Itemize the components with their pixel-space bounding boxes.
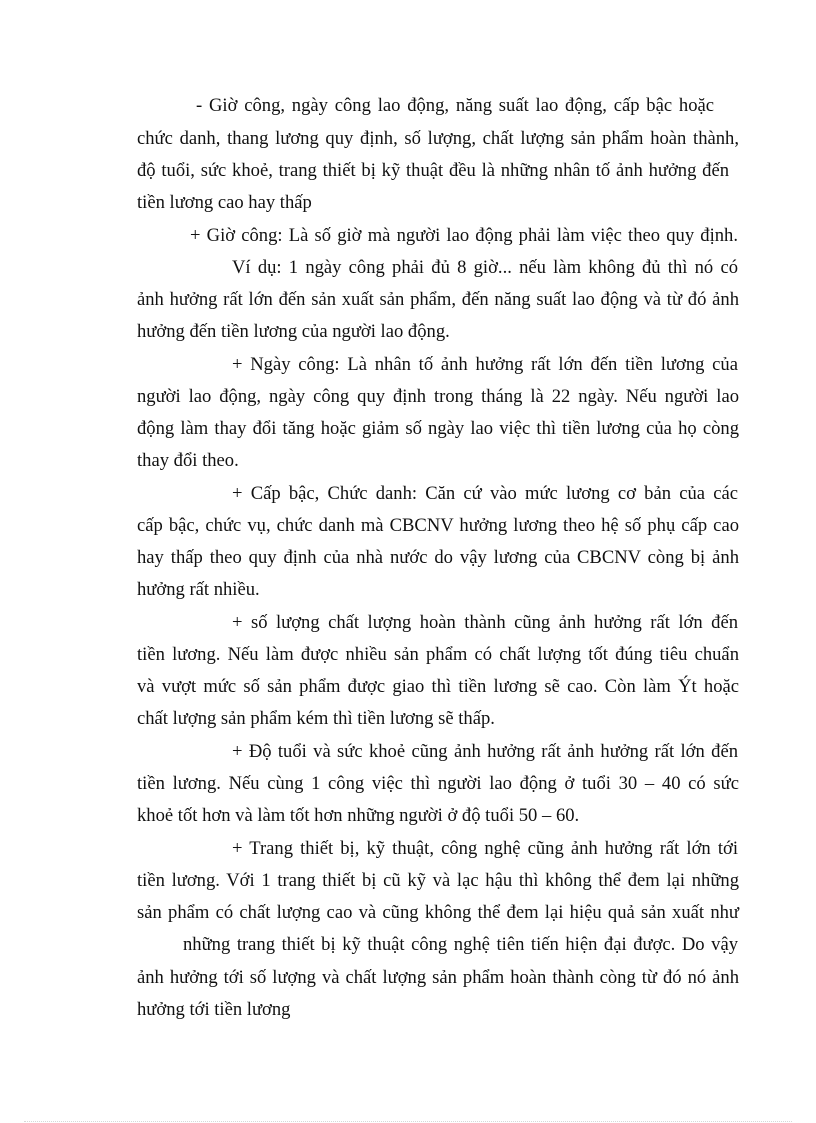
text-line: những trang thiết bị kỹ thuật công nghệ tiên tiến hiện đại được. Do vậy — [183, 934, 738, 955]
text-line: chất lượng sản phẩm kém thì tiền lương sẽ thấp. — [137, 708, 495, 729]
text-line: tiền lương cao hay thấp — [137, 192, 312, 213]
text-line: hay thấp theo quy định của nhà nước do vậy lương của CBCNV còng bị ảnh — [137, 547, 739, 568]
text-line: + Giờ công: Là số giờ mà người lao động phải làm việc theo quy định. — [190, 225, 738, 246]
text-line: + Cấp bậc, Chức danh: Căn cứ vào mức lương cơ bản của các — [232, 483, 738, 504]
text-line: khoẻ tốt hơn và làm tốt hơn những người ở độ tuổi 50 – 60. — [137, 805, 580, 826]
text-line: chức danh, thang lương quy định, số lượng, chất lượng sản phẩm hoàn thành, — [137, 128, 739, 149]
page-bottom-rule — [24, 1121, 792, 1122]
text-line: người lao động, ngày công quy định trong tháng là 22 ngày. Nếu người lao — [137, 386, 739, 407]
text-line: - Giờ công, ngày công lao động, năng suất lao động, cấp bậc hoặc — [196, 95, 714, 116]
text-line: + Trang thiết bị, kỹ thuật, công nghệ cũng ảnh hưởng rất lớn tới — [232, 838, 738, 859]
text-line: ảnh hưởng rất lớn đến sản xuất sản phẩm, đến năng suất lao động và từ đó ảnh — [137, 289, 739, 310]
text-line: Ví dụ: 1 ngày công phải đủ 8 giờ... nếu làm không đủ thì nó có — [232, 257, 738, 278]
text-line: và vượt mức số sản phẩm được giao thì tiền lương sẽ cao. Còn làm Ýt hoặc — [137, 676, 739, 697]
text-line: + Ngày công: Là nhân tố ảnh hưởng rất lớn đến tiền lương của — [232, 354, 738, 375]
text-line: động làm thay đổi tăng hoặc giảm số ngày lao việc thì tiền lương của họ còng — [137, 418, 739, 439]
text-line: ảnh hưởng tới số lượng và chất lượng sản phẩm hoàn thành còng từ đó nó ảnh — [137, 967, 739, 988]
text-line: tiền lương. Nếu cùng 1 công việc thì người lao động ở tuổi 30 – 40 có sức — [137, 773, 739, 794]
text-line: sản phẩm có chất lượng cao và cũng không thể đem lại hiệu quả sản xuất như — [137, 902, 739, 923]
text-line: + Độ tuổi và sức khoẻ cũng ảnh hưởng rất ảnh hưởng rất lớn đến — [232, 741, 738, 762]
text-line: độ tuổi, sức khoẻ, trang thiết bị kỹ thuật đều là những nhân tố ảnh hưởng đến — [137, 160, 729, 181]
text-line: hưởng đến tiền lương của người lao động. — [137, 321, 450, 342]
text-line: + số lượng chất lượng hoàn thành cũng ảnh hưởng rất lớn đến — [232, 612, 738, 633]
text-line: tiền lương. Với 1 trang thiết bị cũ kỹ và lạc hậu thì không thể đem lại những — [137, 870, 739, 891]
text-line: hưởng tới tiền lương — [137, 999, 291, 1020]
text-line: thay đổi theo. — [137, 450, 239, 471]
text-line: cấp bậc, chức vụ, chức danh mà CBCNV hưởng lương theo hệ số phụ cấp cao — [137, 515, 739, 536]
text-line: tiền lương. Nếu làm được nhiều sản phẩm có chất lượng tốt đúng tiêu chuẩn — [137, 644, 739, 665]
text-line: hưởng rất nhiều. — [137, 579, 260, 600]
